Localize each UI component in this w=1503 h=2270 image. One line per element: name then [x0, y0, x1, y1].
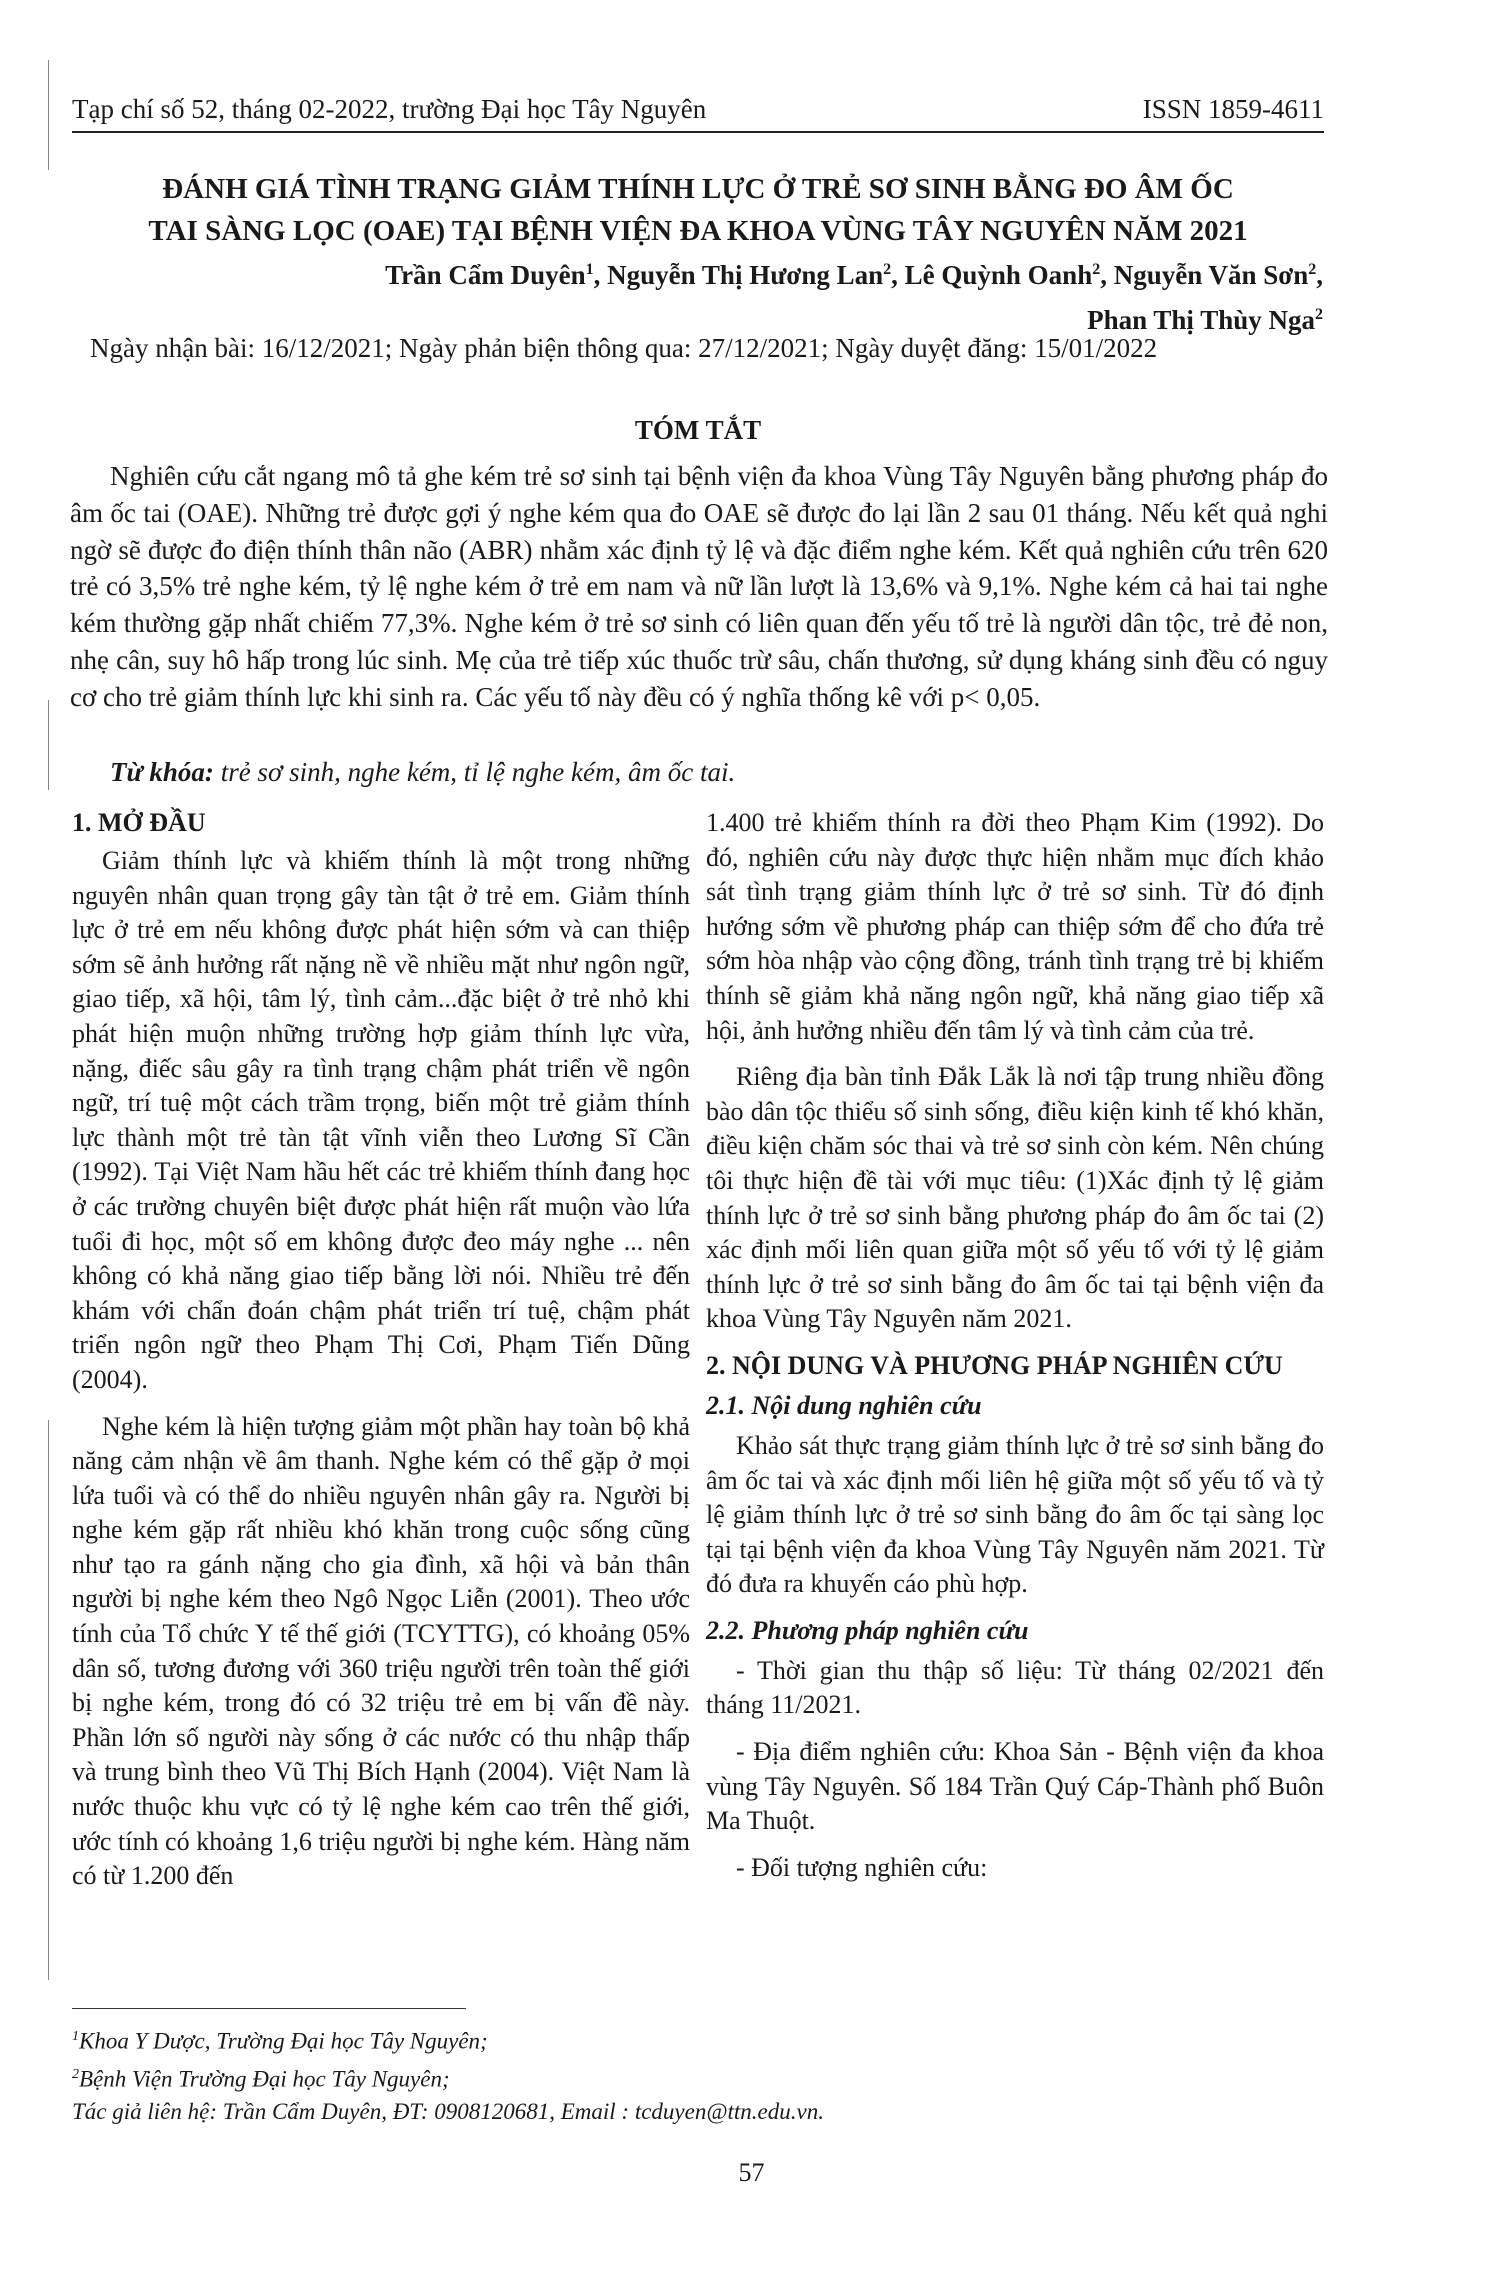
footnote-text: Khoa Y Dược, Trường Đại học Tây Nguyên;: [79, 2028, 488, 2054]
journal-name: Tạp chí số 52, tháng 02-2022, trường Đại học Tây Nguyên: [72, 94, 707, 124]
author-line-1: Trần Cẩm Duyên$^1$, Nguyễn Thị Hương Lan$^2$, Lê Quỳnh Oanh$^2$, Nguyễn Văn Sơn$^2$,: [385, 260, 1323, 290]
keywords-text: trẻ sơ sinh, nghe kém, tỉ lệ nghe kém, âm ốc tai.: [220, 757, 736, 787]
author-name: Trần Cẩm Duyên: [385, 260, 586, 290]
running-header: [72, 94, 1324, 133]
footnote-mark: 2: [72, 2066, 79, 2082]
method-item-time: - Thời gian thu thập số liệu: Từ tháng 02/2021 đến tháng 11/2021.: [706, 1655, 1324, 1720]
scan-margin-line: [48, 700, 49, 790]
footnote-2: [72, 2058, 1272, 2096]
section-heading-intro: 1. MỞ ĐẦU: [72, 808, 206, 837]
issn: ISSN 1859-4611: [1142, 94, 1324, 124]
affiliation-mark: 2: [1308, 261, 1317, 278]
abstract-heading: TÓM TẮT: [634, 415, 762, 445]
footnotes: [72, 2020, 1272, 2128]
left-column: [72, 806, 690, 1906]
author-name: Lê Quỳnh Oanh: [904, 260, 1093, 290]
keywords-label: Từ khóa:: [110, 757, 214, 787]
footnote-mark: 1: [72, 2029, 79, 2044]
affiliation-mark: 2: [1315, 306, 1323, 323]
author-name: Nguyễn Thị Hương Lan: [607, 260, 884, 290]
section-heading-methods: 2. NỘI DUNG VÀ PHƯƠNG PHÁP NGHIÊN CỨU: [706, 1350, 1283, 1380]
intro-paragraph-2: Nghe kém là hiện tượng giảm một phần hay toàn bộ khả năng cảm nhận về âm thanh. Nghe kém có thể gặp ở mọi lứa tuổi và có thể do nhiều nguyên nhân gây ra. Người bị nghe kém gặp rất nhiều khó khăn trong cuộc sống cũng như tạo ra gánh nặng cho gia đình, xã hội và bản thân người bị nghe kém theo Ngô Ngọc Liễn (2001). Theo ước tính của Tổ chức Y tế thế giới (TCYTTG), có khoảng 05% dân số, tương đương với 360 triệu người trên toàn thế giới bị nghe kém, trong đó có 32 triệu trẻ em bị vấn đề này. Phần lớn số người này sống ở các nước có thu nhập thấp và trung bình theo Vũ Thị Bích Hạnh (2004). Việt Nam là nước thuộc khu vực có tỷ lệ nghe kém cao trên thế giới, ước tính có khoảng 1,6 triệu người bị nghe kém. Hàng năm có từ 1.200 đến: [72, 1411, 690, 1891]
footnote-1: [72, 2020, 1272, 2058]
author-name: Nguyễn Văn Sơn: [1113, 260, 1309, 290]
title-line-2: TAI SÀNG LỌC (OAE) TẠI BỆNH VIỆN ĐA KHOA VÙNG TÂY NGUYÊN NĂM 2021: [148, 215, 1248, 247]
subsection-heading-content: 2.1. Nội dung nghiên cứu: [706, 1390, 982, 1420]
submission-dates: Ngày nhận bài: 16/12/2021; Ngày phản biện thông qua: 27/12/2021; Ngày duyệt đăng: 15/01/2022: [90, 333, 1158, 363]
method-item-subjects: - Đối tượng nghiên cứu:: [736, 1852, 988, 1882]
affiliation-mark: 2: [883, 261, 892, 278]
scan-margin-line: [48, 60, 49, 170]
page-number: 57: [738, 2158, 765, 2187]
affiliation-mark: 1: [585, 261, 594, 278]
content-paragraph: Khảo sát thực trạng giảm thính lực ở trẻ sơ sinh bằng đo âm ốc tai và xác định mối liên hệ giữa một số yếu tố và tỷ lệ giảm thính lực ở trẻ sơ sinh bằng đo âm ốc tại sàng lọc tại tại bệnh viện đa khoa Vùng Tây Nguyên năm 2021. Từ đó đưa ra khuyến cáo phù hợp.: [706, 1430, 1324, 1599]
footnote-rule: [72, 2008, 466, 2009]
affiliation-mark: 2: [1092, 261, 1101, 278]
title-line-1: ĐÁNH GIÁ TÌNH TRẠNG GIẢM THÍNH LỰC Ở TRẺ SƠ SINH BẰNG ĐO ÂM ỐC: [162, 173, 1234, 205]
author-name: Phan Thị Thùy Nga: [1087, 305, 1315, 335]
intro-paragraph-4: Riêng địa bàn tỉnh Đắk Lắk là nơi tập trung nhiều đồng bào dân tộc thiểu số sinh sống, điều kiện kinh tế khó khăn, điều kiện chăm sóc thai và trẻ sơ sinh còn kém. Nên chúng tôi thực hiện đề tài với mục tiêu: (1)Xác định tỷ lệ giảm thính lực ở trẻ sơ sinh bằng phương pháp đo âm ốc tai (2) xác định mối liên quan giữa một số yếu tố với tỷ lệ giảm thính lực ở trẻ sơ sinh bằng đo âm ốc tai tại bệnh viện đa khoa Vùng Tây Nguyên năm 2021.: [706, 1062, 1324, 1334]
right-column: [706, 806, 1324, 1897]
article-title: [72, 168, 1324, 252]
subsection-heading-method: 2.2. Phương pháp nghiên cứu: [706, 1615, 1029, 1645]
abstract-body: Nghiên cứu cắt ngang mô tả ghe kém trẻ sơ sinh tại bệnh viện đa khoa Vùng Tây Nguyên bằng phương pháp đo âm ốc tai (OAE). Những trẻ được gợi ý nghe kém qua đo OAE sẽ được đo lại lần 2 sau 01 tháng. Nếu kết quả nghi ngờ sẽ được đo điện thính thân não (ABR) nhằm xác định tỷ lệ và đặc điểm nghe kém. Kết quả nghiên cứu trên 620 trẻ có 3,5% trẻ nghe kém, tỷ lệ nghe kém ở trẻ em nam và nữ lần lượt là 13,6% và 9,1%. Nghe kém cả hai tai nghe kém thường gặp nhất chiếm 77,3%. Nghe kém ở trẻ sơ sinh có liên quan đến yếu tố trẻ là người dân tộc, trẻ đẻ non, nhẹ cân, suy hô hấp trong lúc sinh. Mẹ của trẻ tiếp xúc thuốc trừ sâu, chấn thương, sử dụng kháng sinh đều có nguy cơ cho trẻ giảm thính lực khi sinh ra. Các yếu tố này đều có ý nghĩa thống kê với p< 0,05.: [70, 461, 1328, 712]
keywords: [110, 754, 1310, 790]
intro-paragraph-3: 1.400 trẻ khiếm thính ra đời theo Phạm Kim (1992). Do đó, nghiên cứu này được thực hiện nhằm mục đích khảo sát tình trạng giảm thính lực ở trẻ sơ sinh. Từ đó định hướng sớm về phương pháp can thiệp sớm để cho đứa trẻ sớm hòa nhập vào cộng đồng, tránh tình trạng trẻ bị khiếm thính sẽ giảm khả năng ngôn ngữ, khả năng giao tiếp xã hội, ảnh hưởng nhiều đến tâm lý và tình cảm của trẻ.: [706, 808, 1324, 1045]
footnote-text: Bệnh Viện Trường Đại học Tây Nguyên;: [79, 2066, 450, 2092]
method-item-location: - Địa điểm nghiên cứu: Khoa Sản - Bệnh viện đa khoa vùng Tây Nguyên. Số 184 Trần Quý Cáp-Thành phố Buôn Ma Thuột.: [706, 1737, 1324, 1836]
author-list: [223, 250, 1323, 340]
scan-margin-line: [48, 1420, 49, 1980]
footnote-contact: Tác giả liên hệ: Trần Cẩm Duyên, ĐT: 0908120681, Email : tcduyen@ttn.edu.vn.: [72, 2099, 824, 2125]
intro-paragraph-1: Giảm thính lực và khiếm thính là một trong những nguyên nhân quan trọng gây tàn tật ở trẻ em. Giảm thính lực ở trẻ em nếu không được phát hiện sớm và can thiệp sớm sẽ ảnh hưởng rất nặng nề về nhiều mặt như ngôn ngữ, giao tiếp, xã hội, tâm lý, tình cảm...đặc biệt ở trẻ nhỏ khi phát hiện muộn những trường hợp giảm thính lực vừa, nặng, điếc sâu gây ra tình trạng chậm phát triển về ngôn ngữ, trí tuệ một cách trầm trọng, biến một trẻ giảm thính lực thành một trẻ tàn tật vĩnh viễn theo Lương Sĩ Cần (1992). Tại Việt Nam hầu hết các trẻ khiếm thính đang học ở các trường chuyên biệt được phát hiện rất muộn vào lứa tuổi đi học, một số em không được đeo máy nghe ... nên không có khả năng giao tiếp bằng lời nói. Nhiều trẻ đến khám với chẩn đoán chậm phát triển trí tuệ, chậm phát triển ngôn ngữ theo Phạm Thị Cơi, Phạm Tiến Dũng (2004).: [72, 846, 690, 1394]
